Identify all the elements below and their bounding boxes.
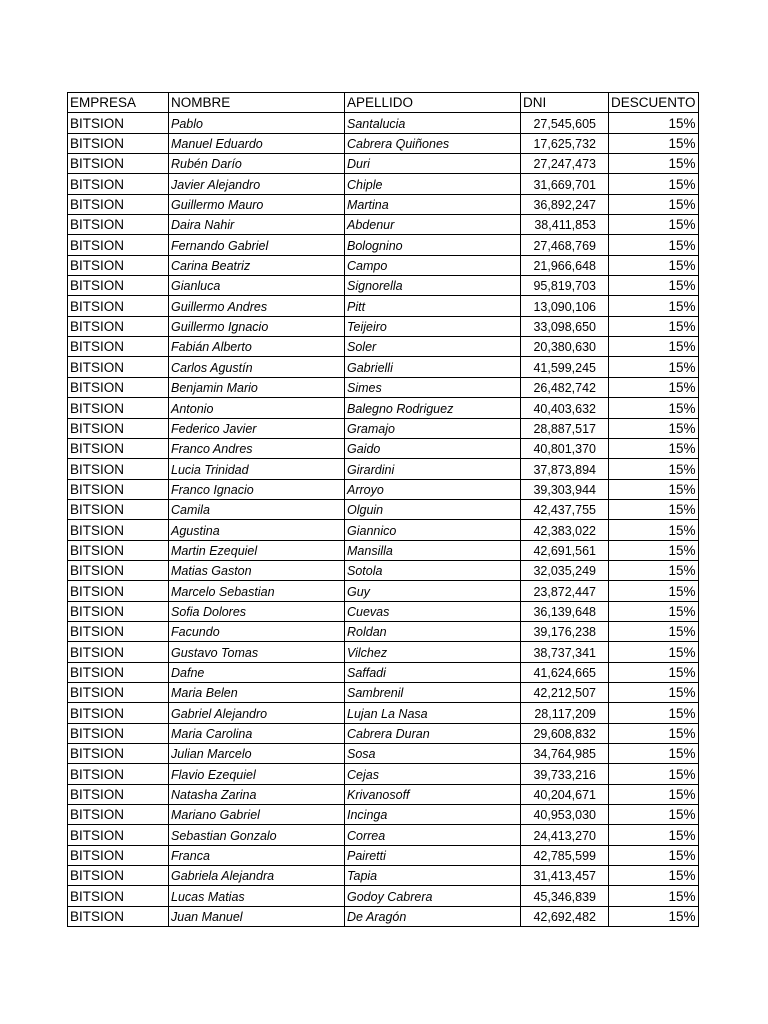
empresa-cell: BITSION — [68, 499, 169, 519]
dni-cell: 95,819,703 — [521, 276, 609, 296]
apellido-cell: Roldan — [345, 621, 521, 641]
descuento-cell: 15% — [609, 154, 699, 174]
apellido-cell: Pairetti — [345, 845, 521, 865]
nombre-cell: Gabriel Alejandro — [169, 703, 345, 723]
descuento-cell: 15% — [609, 418, 699, 438]
table-row — [68, 418, 699, 438]
apellido-cell: Tapia — [345, 866, 521, 886]
descuento-cell: 15% — [609, 560, 699, 580]
descuento-cell: 15% — [609, 520, 699, 540]
apellido-cell: Godoy Cabrera — [345, 886, 521, 906]
descuento-cell: 15% — [609, 601, 699, 621]
dni-cell: 27,545,605 — [521, 113, 609, 133]
nombre-cell: Guillermo Andres — [169, 296, 345, 316]
empresa-cell: BITSION — [68, 377, 169, 397]
empresa-cell: BITSION — [68, 459, 169, 479]
descuento-cell: 15% — [609, 479, 699, 499]
table-row — [68, 235, 699, 255]
nombre-cell: Fernando Gabriel — [169, 235, 345, 255]
dni-cell: 27,247,473 — [521, 154, 609, 174]
nombre-cell: Agustina — [169, 520, 345, 540]
nombre-cell: Sofia Dolores — [169, 601, 345, 621]
table-row — [68, 845, 699, 865]
dni-cell: 38,737,341 — [521, 642, 609, 662]
descuento-cell: 15% — [609, 377, 699, 397]
empresa-cell: BITSION — [68, 276, 169, 296]
nombre-cell: Dafne — [169, 662, 345, 682]
nombre-cell: Benjamin Mario — [169, 377, 345, 397]
descuento-cell: 15% — [609, 194, 699, 214]
empresa-cell: BITSION — [68, 764, 169, 784]
empresa-cell: BITSION — [68, 845, 169, 865]
nombre-cell: Manuel Eduardo — [169, 133, 345, 153]
empresa-cell: BITSION — [68, 215, 169, 235]
discount-table — [67, 92, 699, 927]
dni-cell: 27,468,769 — [521, 235, 609, 255]
nombre-cell: Gustavo Tomas — [169, 642, 345, 662]
dni-cell: 38,411,853 — [521, 215, 609, 235]
table-row — [68, 438, 699, 458]
apellido-cell: Bolognino — [345, 235, 521, 255]
dni-cell: 40,204,671 — [521, 784, 609, 804]
apellido-cell: Lujan La Nasa — [345, 703, 521, 723]
nombre-cell: Carlos Agustín — [169, 357, 345, 377]
table-row — [68, 357, 699, 377]
dni-cell: 42,692,482 — [521, 906, 609, 926]
apellido-cell: Cabrera Quiñones — [345, 133, 521, 153]
empresa-cell: BITSION — [68, 682, 169, 702]
descuento-cell: 15% — [609, 398, 699, 418]
nombre-cell: Juan Manuel — [169, 906, 345, 926]
dni-cell: 40,403,632 — [521, 398, 609, 418]
empresa-cell: BITSION — [68, 479, 169, 499]
nombre-cell: Guillermo Mauro — [169, 194, 345, 214]
dni-cell: 42,691,561 — [521, 540, 609, 560]
empresa-cell: BITSION — [68, 662, 169, 682]
apellido-cell: Cuevas — [345, 601, 521, 621]
dni-cell: 13,090,106 — [521, 296, 609, 316]
table-row — [68, 154, 699, 174]
table-row — [68, 296, 699, 316]
descuento-cell: 15% — [609, 174, 699, 194]
dni-cell: 37,873,894 — [521, 459, 609, 479]
dni-cell: 42,437,755 — [521, 499, 609, 519]
descuento-cell: 15% — [609, 845, 699, 865]
nombre-cell: Lucas Matias — [169, 886, 345, 906]
table-row — [68, 764, 699, 784]
descuento-cell: 15% — [609, 581, 699, 601]
table-row — [68, 825, 699, 845]
apellido-cell: Martina — [345, 194, 521, 214]
nombre-cell: Franca — [169, 845, 345, 865]
empresa-cell: BITSION — [68, 357, 169, 377]
apellido-cell: Chiple — [345, 174, 521, 194]
empresa-cell: BITSION — [68, 723, 169, 743]
dni-cell: 42,383,022 — [521, 520, 609, 540]
empresa-cell: BITSION — [68, 133, 169, 153]
table-row — [68, 398, 699, 418]
dni-cell: 45,346,839 — [521, 886, 609, 906]
apellido-cell: Mansilla — [345, 540, 521, 560]
descuento-cell: 15% — [609, 337, 699, 357]
empresa-cell: BITSION — [68, 520, 169, 540]
table-body — [68, 113, 699, 927]
dni-cell: 23,872,447 — [521, 581, 609, 601]
nombre-cell: Carina Beatriz — [169, 255, 345, 275]
nombre-cell: Lucia Trinidad — [169, 459, 345, 479]
descuento-cell: 15% — [609, 296, 699, 316]
table-row — [68, 744, 699, 764]
descuento-cell: 15% — [609, 825, 699, 845]
table-row — [68, 479, 699, 499]
descuento-cell: 15% — [609, 886, 699, 906]
apellido-cell: Gaido — [345, 438, 521, 458]
empresa-cell: BITSION — [68, 621, 169, 641]
table-row — [68, 316, 699, 336]
nombre-cell: Javier Alejandro — [169, 174, 345, 194]
descuento-cell: 15% — [609, 621, 699, 641]
table-row — [68, 520, 699, 540]
dni-cell: 34,764,985 — [521, 744, 609, 764]
nombre-cell: Guillermo Ignacio — [169, 316, 345, 336]
empresa-cell: BITSION — [68, 154, 169, 174]
apellido-cell: Saffadi — [345, 662, 521, 682]
apellido-cell: Cabrera Duran — [345, 723, 521, 743]
nombre-cell: Natasha Zarina — [169, 784, 345, 804]
dni-cell: 17,625,732 — [521, 133, 609, 153]
descuento-cell: 15% — [609, 703, 699, 723]
empresa-cell: BITSION — [68, 886, 169, 906]
header-nombre: NOMBRE — [169, 93, 345, 113]
apellido-cell: Arroyo — [345, 479, 521, 499]
header-apellido: APELLIDO — [345, 93, 521, 113]
empresa-cell: BITSION — [68, 174, 169, 194]
table-row — [68, 723, 699, 743]
apellido-cell: Girardini — [345, 459, 521, 479]
header-dni: DNI — [521, 93, 609, 113]
apellido-cell: Gabrielli — [345, 357, 521, 377]
apellido-cell: Cejas — [345, 764, 521, 784]
descuento-cell: 15% — [609, 662, 699, 682]
descuento-cell: 15% — [609, 215, 699, 235]
dni-cell: 39,176,238 — [521, 621, 609, 641]
dni-cell: 39,733,216 — [521, 764, 609, 784]
apellido-cell: Simes — [345, 377, 521, 397]
nombre-cell: Flavio Ezequiel — [169, 764, 345, 784]
table-row — [68, 113, 699, 133]
nombre-cell: Maria Belen — [169, 682, 345, 702]
empresa-cell: BITSION — [68, 560, 169, 580]
table-row — [68, 174, 699, 194]
dni-cell: 32,035,249 — [521, 560, 609, 580]
apellido-cell: Guy — [345, 581, 521, 601]
table-row — [68, 662, 699, 682]
nombre-cell: Camila — [169, 499, 345, 519]
table-row — [68, 866, 699, 886]
apellido-cell: Sambrenil — [345, 682, 521, 702]
empresa-cell: BITSION — [68, 866, 169, 886]
descuento-cell: 15% — [609, 764, 699, 784]
descuento-cell: 15% — [609, 316, 699, 336]
dni-cell: 42,785,599 — [521, 845, 609, 865]
empresa-cell: BITSION — [68, 316, 169, 336]
table-row — [68, 560, 699, 580]
dni-cell: 40,953,030 — [521, 805, 609, 825]
dni-cell: 29,608,832 — [521, 723, 609, 743]
apellido-cell: Duri — [345, 154, 521, 174]
dni-cell: 42,212,507 — [521, 682, 609, 702]
empresa-cell: BITSION — [68, 113, 169, 133]
table-row — [68, 621, 699, 641]
table-row — [68, 377, 699, 397]
descuento-cell: 15% — [609, 255, 699, 275]
apellido-cell: Gramajo — [345, 418, 521, 438]
table-row — [68, 805, 699, 825]
apellido-cell: Campo — [345, 255, 521, 275]
nombre-cell: Franco Andres — [169, 438, 345, 458]
nombre-cell: Fabián Alberto — [169, 337, 345, 357]
table-row — [68, 337, 699, 357]
apellido-cell: Sotola — [345, 560, 521, 580]
descuento-cell: 15% — [609, 866, 699, 886]
dni-cell: 41,624,665 — [521, 662, 609, 682]
nombre-cell: Gianluca — [169, 276, 345, 296]
dni-cell: 41,599,245 — [521, 357, 609, 377]
dni-cell: 28,117,209 — [521, 703, 609, 723]
dni-cell: 24,413,270 — [521, 825, 609, 845]
descuento-cell: 15% — [609, 113, 699, 133]
empresa-cell: BITSION — [68, 296, 169, 316]
table-row — [68, 276, 699, 296]
dni-cell: 36,139,648 — [521, 601, 609, 621]
nombre-cell: Federico Javier — [169, 418, 345, 438]
apellido-cell: Abdenur — [345, 215, 521, 235]
empresa-cell: BITSION — [68, 744, 169, 764]
apellido-cell: Santalucia — [345, 113, 521, 133]
dni-cell: 36,892,247 — [521, 194, 609, 214]
empresa-cell: BITSION — [68, 805, 169, 825]
descuento-cell: 15% — [609, 235, 699, 255]
empresa-cell: BITSION — [68, 703, 169, 723]
apellido-cell: Balegno Rodriguez — [345, 398, 521, 418]
nombre-cell: Julian Marcelo — [169, 744, 345, 764]
empresa-cell: BITSION — [68, 906, 169, 926]
dni-cell: 33,098,650 — [521, 316, 609, 336]
nombre-cell: Mariano Gabriel — [169, 805, 345, 825]
nombre-cell: Matias Gaston — [169, 560, 345, 580]
empresa-cell: BITSION — [68, 642, 169, 662]
header-empresa: EMPRESA — [68, 93, 169, 113]
header-descuento: DESCUENTO — [609, 93, 699, 113]
descuento-cell: 15% — [609, 438, 699, 458]
empresa-cell: BITSION — [68, 784, 169, 804]
apellido-cell: Krivanosoff — [345, 784, 521, 804]
empresa-cell: BITSION — [68, 194, 169, 214]
apellido-cell: Incinga — [345, 805, 521, 825]
empresa-cell: BITSION — [68, 825, 169, 845]
table-row — [68, 540, 699, 560]
empresa-cell: BITSION — [68, 255, 169, 275]
table-row — [68, 886, 699, 906]
nombre-cell: Martin Ezequiel — [169, 540, 345, 560]
descuento-cell: 15% — [609, 459, 699, 479]
nombre-cell: Facundo — [169, 621, 345, 641]
table-row — [68, 906, 699, 926]
apellido-cell: Correa — [345, 825, 521, 845]
nombre-cell: Sebastian Gonzalo — [169, 825, 345, 845]
dni-cell: 31,669,701 — [521, 174, 609, 194]
descuento-cell: 15% — [609, 744, 699, 764]
empresa-cell: BITSION — [68, 235, 169, 255]
descuento-cell: 15% — [609, 682, 699, 702]
apellido-cell: Teijeiro — [345, 316, 521, 336]
empresa-cell: BITSION — [68, 438, 169, 458]
dni-cell: 21,966,648 — [521, 255, 609, 275]
nombre-cell: Rubén Darío — [169, 154, 345, 174]
nombre-cell: Antonio — [169, 398, 345, 418]
dni-cell: 39,303,944 — [521, 479, 609, 499]
table-row — [68, 642, 699, 662]
table-row — [68, 499, 699, 519]
table-row — [68, 215, 699, 235]
empresa-cell: BITSION — [68, 581, 169, 601]
table-row — [68, 459, 699, 479]
nombre-cell: Pablo — [169, 113, 345, 133]
dni-cell: 20,380,630 — [521, 337, 609, 357]
empresa-cell: BITSION — [68, 418, 169, 438]
apellido-cell: Giannico — [345, 520, 521, 540]
empresa-cell: BITSION — [68, 337, 169, 357]
table-row — [68, 194, 699, 214]
empresa-cell: BITSION — [68, 398, 169, 418]
nombre-cell: Daira Nahir — [169, 215, 345, 235]
apellido-cell: Signorella — [345, 276, 521, 296]
apellido-cell: Olguin — [345, 499, 521, 519]
table-row — [68, 581, 699, 601]
dni-cell: 28,887,517 — [521, 418, 609, 438]
descuento-cell: 15% — [609, 499, 699, 519]
table-row — [68, 703, 699, 723]
table-row — [68, 133, 699, 153]
empresa-cell: BITSION — [68, 540, 169, 560]
descuento-cell: 15% — [609, 540, 699, 560]
apellido-cell: Vilchez — [345, 642, 521, 662]
nombre-cell: Gabriela Alejandra — [169, 866, 345, 886]
descuento-cell: 15% — [609, 784, 699, 804]
descuento-cell: 15% — [609, 723, 699, 743]
table-row — [68, 601, 699, 621]
descuento-cell: 15% — [609, 805, 699, 825]
descuento-cell: 15% — [609, 133, 699, 153]
apellido-cell: Pitt — [345, 296, 521, 316]
nombre-cell: Marcelo Sebastian — [169, 581, 345, 601]
dni-cell: 26,482,742 — [521, 377, 609, 397]
header-row — [68, 93, 699, 113]
apellido-cell: Soler — [345, 337, 521, 357]
nombre-cell: Maria Carolina — [169, 723, 345, 743]
table-row — [68, 255, 699, 275]
nombre-cell: Franco Ignacio — [169, 479, 345, 499]
apellido-cell: Sosa — [345, 744, 521, 764]
descuento-cell: 15% — [609, 276, 699, 296]
apellido-cell: De Aragón — [345, 906, 521, 926]
descuento-cell: 15% — [609, 906, 699, 926]
descuento-cell: 15% — [609, 642, 699, 662]
dni-cell: 40,801,370 — [521, 438, 609, 458]
table-row — [68, 682, 699, 702]
table-row — [68, 784, 699, 804]
empresa-cell: BITSION — [68, 601, 169, 621]
descuento-cell: 15% — [609, 357, 699, 377]
dni-cell: 31,413,457 — [521, 866, 609, 886]
